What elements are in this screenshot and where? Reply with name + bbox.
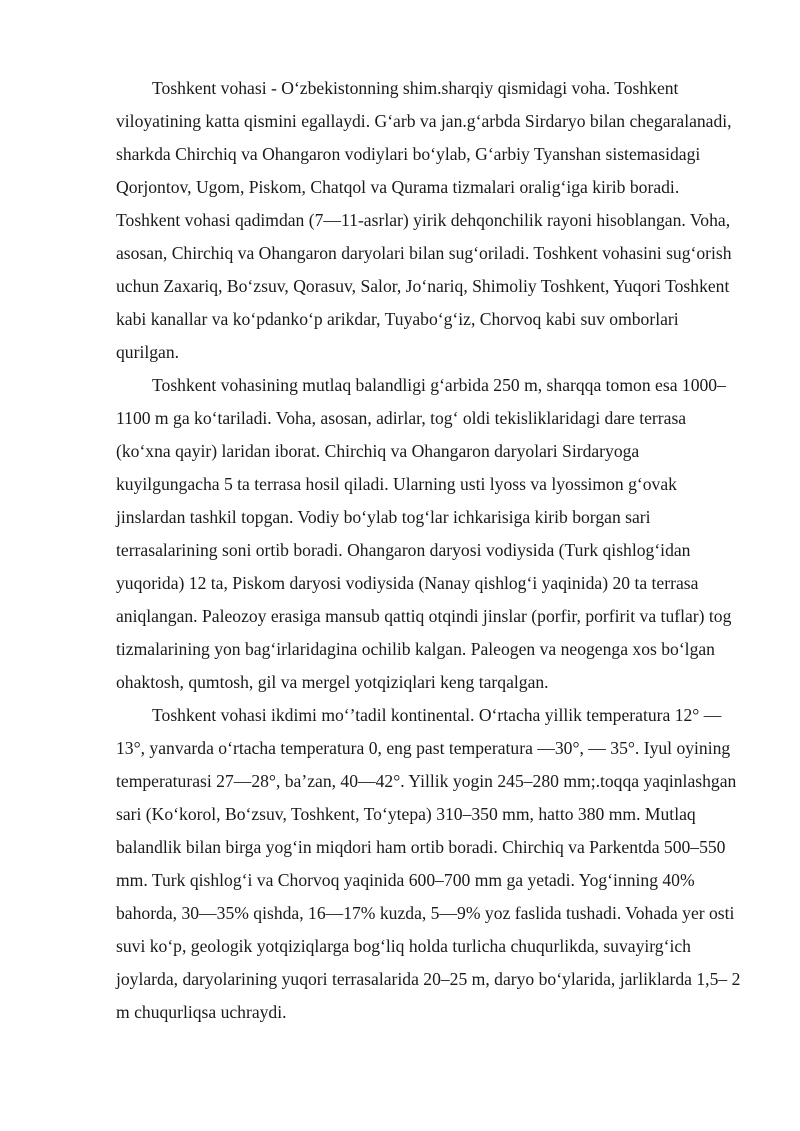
paragraph-2: Toshkent vohasining mutlaq balandligi g‘arbida 250 m, sharqqa tomon esa 1000–1100 m ga ko‘tariladi. Voha, asosan, adirlar, tog‘ oldi tekisliklaridagi dare terrasa (ko‘xna qayir) laridan iborat. Chirchiq va Ohangaron daryolari Sirdaryoga kuyilgungacha 5 ta terrasa hosil qiladi. Ularning usti lyoss va lyossimon g‘ovak jinslardan tashkil topgan. Vodiy bo‘ylab tog‘lar ichkarisiga kirib borgan sari terrasalarining soni ortib boradi. Ohangaron daryosi vodiysida (Turk qishlog‘idan yuqorida) 12 ta, Piskom daryosi vodiysida (Nanay qishlog‘i yaqinida) 20 ta terrasa aniqlangan. Paleozoy erasiga mansub qattiq otqindi jinslar (porfir, porfirit va tuflar) tog tizmalarining yon bag‘irlaridagina ochilib kalgan. Paleogen va neogenga xos bo‘lgan ohaktosh, qumtosh, gil va mergel yotqiziqlari keng tarqalgan. (116, 375, 732, 692)
paragraph-1: Toshkent vohasi - O‘zbekistonning shim.sharqiy qismidagi voha. Toshkent viloyatining katta qismini egallaydi. G‘arb va jan.g‘arbda Sirdaryo bilan chegaralanadi, sharkda Chirchiq va Ohangaron vodiylari bo‘ylab, G‘arbiy Tyanshan sistemasidagi Qorjontov, Ugom, Piskom, Chatqol va Qurama tizmalari oralig‘iga kirib boradi. Toshkent vohasi qadimdan (7—11-asrlar) yirik dehqonchilik rayoni hisoblangan. Voha, asosan, Chirchiq va Ohangaron daryolari bilan sug‘oriladi. Toshkent vohasini sug‘orish uchun Zaxariq, Bo‘zsuv, Qorasuv, Salor, Jo‘nariq, Shimoliy Toshkent, Yuqori Toshkent kabi kanallar va ko‘pdanko‘p arikdar, Tuyabo‘g‘iz, Chorvoq kabi suv omborlari qurilgan. (116, 78, 732, 362)
paragraph-3: Toshkent vohasi ikdimi mo‘’tadil kontinental. O‘rtacha yillik temperatura 12° —13°, yanvarda o‘rtacha temperatura 0, eng past temperatura —30°, — 35°. Iyul oyining temperaturasi 27—28°, ba’zan, 40—42°. Yillik yogin 245–280 mm;.toqqa yaqinlashgan sari (Ko‘korol, Bo‘zsuv, Toshkent, To‘ytepa) 310–350 mm, hatto 380 mm. Mutlaq balandlik bilan birga yog‘in miqdori ham ortib boradi. Chirchiq va Parkentda 500–550 mm. Turk qishlog‘i va Chorvoq yaqinida 600–700 mm ga yetadi. Yog‘inning 40% bahorda, 30—35% qishda, 16—17% kuzda, 5—9% yoz faslida tushadi. Vohada yer osti suvi ko‘p, geologik yotqiziqlarga bog‘liq holda turlicha chuqurlikda, suvayirg‘ich joylarda, daryolarining yuqori terrasalarida 20–25 m, daryo bo‘ylarida, jarliklarda 1,5– 2 m chuqurliqsa uchraydi. (116, 705, 741, 1022)
body-text (116, 72, 744, 1029)
